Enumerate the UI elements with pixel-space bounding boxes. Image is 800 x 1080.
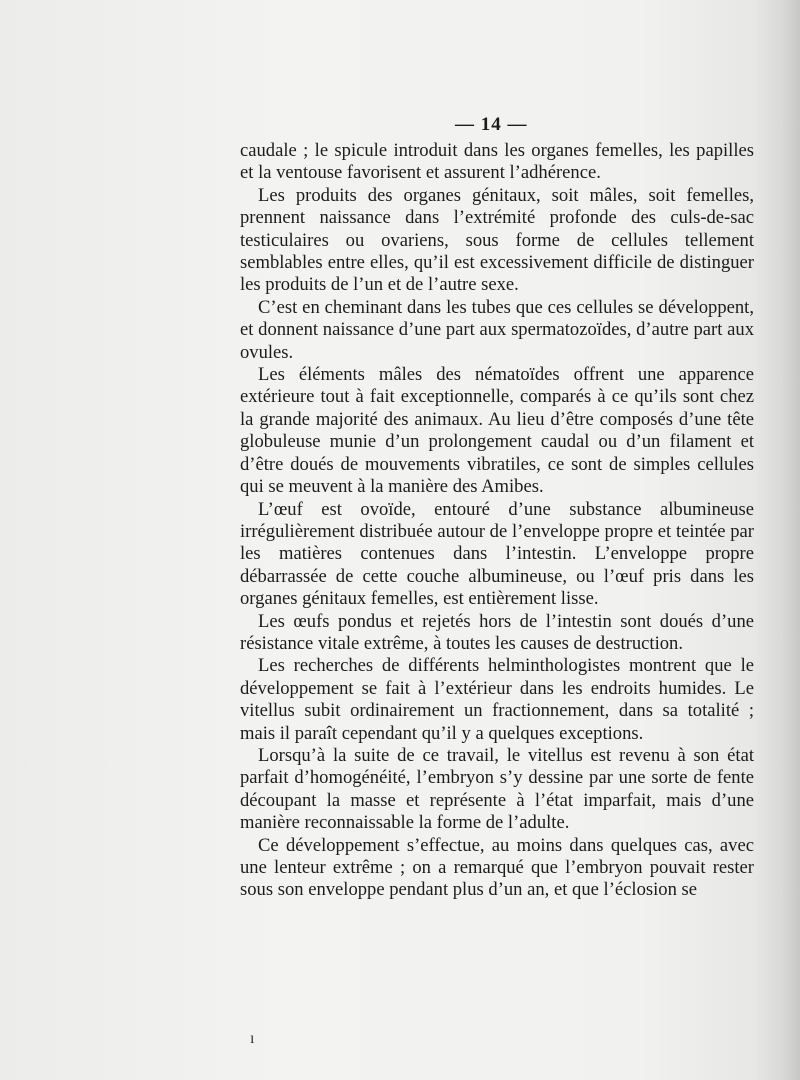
paragraph-4: Les éléments mâles des nématoïdes offrent une apparence extérieure tout à fait exceptionnelle, comparés à ce qu’ils sont chez la grande majorité des animaux. Au lieu d’être composés d’une tête globuleuse munie d’un prolongement caudal ou d’un filament et d’être doués de mouvements vibratiles, ce sont de simples cellules qui se meuvent à la manière des Amibes. xyxy=(240,364,754,498)
paragraph-3: C’est en cheminant dans les tubes que ces cellules se développent, et donnent naissance d’une part aux spermatozoïdes, d’autre part aux ovules. xyxy=(240,296,754,363)
paragraph-6: Les œufs pondus et rejetés hors de l’intestin sont doués d’une résistance vitale extrême, à toutes les causes de destruction. xyxy=(240,610,754,654)
paragraph-9: Ce développement s’effectue, au moins dans quelques cas, avec une lenteur extrême ; on a remarqué que l’embryon pouvait rester sous son enveloppe pendant plus d’un an, et que l’éclosion se xyxy=(240,834,754,901)
paragraph-1: caudale ; le spicule introduit dans les organes femelles, les papilles et la ventouse favorisent et assurent l’adhérence. xyxy=(240,140,754,184)
paragraph-5: L’œuf est ovoïde, entouré d’une substance albumineuse irrégulièrement distribuée autour de l’enveloppe propre et teintée par les matières contenues dans l’intestin. L’enveloppe propre débarrassée de cette couche albumineuse, ou l’œuf pris dans les organes génitaux femelles, est entièrement lisse. xyxy=(240,498,754,610)
body-text xyxy=(240,140,754,902)
paragraph-7: Les recherches de différents helminthologistes montrent que le développement se fait à l’extérieur dans les endroits humides. Le vitellus subit ordinairement un fractionnement, dans sa totalité ; mais il paraît cependant qu’il y a quelques exceptions. xyxy=(240,655,754,744)
stray-ink-mark: ı xyxy=(250,1030,255,1047)
paragraph-8: Lorsqu’à la suite de ce travail, le vitellus est revenu à son état parfait d’homogénéité, l’embryon s’y dessine par une sorte de fente découpant la masse et représente à l’état imparfait, mais d’une manière reconnaissable la forme de l’adulte. xyxy=(240,744,754,834)
page-number: — 14 — xyxy=(455,114,528,135)
paragraph-2: Les produits des organes génitaux, soit mâles, soit femelles, prennent naissance dans l’extrémité profonde des culs-de-sac testiculaires ou ovariens, sous forme de cellules tellement semblables entre elles, qu’il est excessivement difficile de distinguer les produits de l’un et de l’autre sexe. xyxy=(240,184,754,296)
page-edge-shadow xyxy=(754,0,800,1080)
